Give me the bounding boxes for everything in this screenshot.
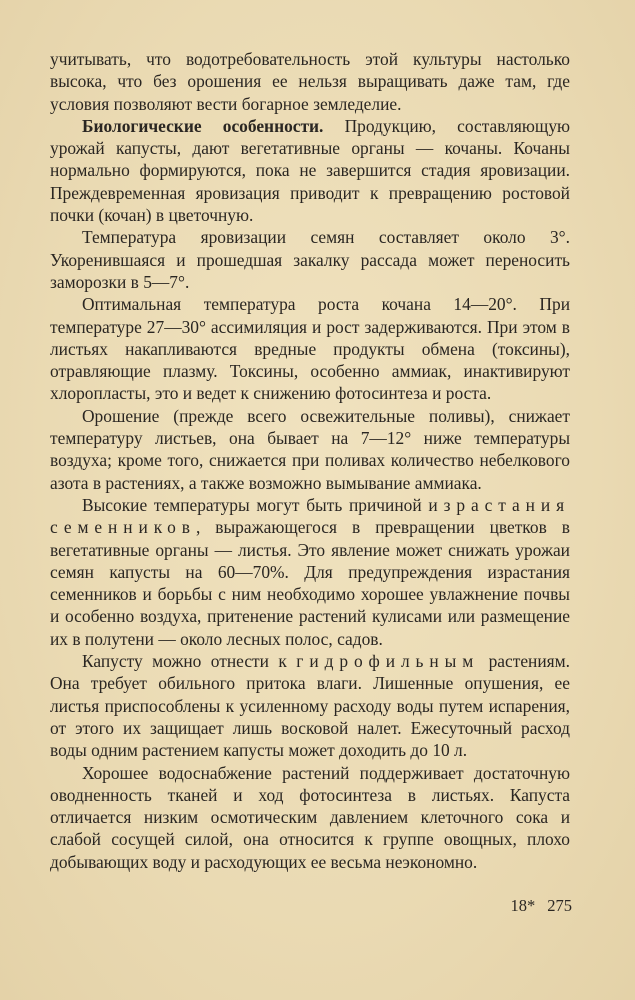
paragraph-high-temperatures <box>50 494 570 650</box>
paragraph-text: , выражающегося в превращении цветков в вегетативные органы — листья. Это явление может снижать урожаи семян капусты на 60—70%. Для предупреждения израстания семенников и борьбы с ним необходимо хорошее увлажнение почвы и особенно воздуха, притенение растений кулисами или размещение их в полутени — около лесных полос, садов. <box>50 517 570 649</box>
signature-mark: 18* <box>510 896 536 915</box>
paragraph-text: Капусту можно отнести к <box>82 651 297 672</box>
page-body <box>50 48 570 873</box>
paragraph-continued: учитывать, что водотребовательность этой культуры настолько высока, что без орошения ее нельзя выращивать даже там, где условия позволяют вести богарное земледелие. <box>50 49 570 114</box>
paragraph-vernalization-temperature: Температура яровизации семян составляет около 3°. Укоренившаяся и прошедшая закалку рассада может переносить заморозки в 5—7°. <box>50 227 570 292</box>
section-heading: Биологические особенности. <box>82 115 324 136</box>
page-footer <box>511 896 573 916</box>
paragraph-water-supply: Хорошее водоснабжение растений поддерживает достаточную оводненность тканей и ход фотосинтеза в листьях. Капуста отличается низким осмотическим давлением клеточного сока и слабой сосущей силой, она относится к группе овощных, плохо добывающих воду и расходующих ее весьма неэкономно. <box>50 762 570 872</box>
spaced-term: гидрофильным <box>296 651 480 672</box>
paragraph-text: растениям. Она требует обильного притока влаги. Лишенные опушения, ее листья приспособлены к усиленному расходу воды путем испарения, от этого их защищает лишь восковой налет. Ежесуточный расход воды одним растением капусты может доходить до 10 л. <box>50 651 571 761</box>
spaced-term: израстания семенников <box>50 494 570 538</box>
paragraph-text: Высокие температуры могут быть причиной <box>82 494 429 515</box>
page-number: 275 <box>547 896 572 915</box>
paragraph-optimal-temperature: Оптимальная температура роста кочана 14—20°. При температуре 27—30° ассимиляция и рост задерживаются. При этом в листьях накапливаются вредные продукты обмена (токсины), отравляющие плазму. Токсины, особенно аммиак, инактивируют хлоропласты, это и ведет к снижению фотосинтеза и роста. <box>50 294 570 404</box>
paragraph-hydrophilic <box>50 650 570 761</box>
paragraph-irrigation: Орошение (прежде всего освежительные поливы), снижает температуру листьев, она бывает на 7—12° ниже температуры воздуха; кроме того, снижается при поливах количество небелкового азота в растениях, а также возможно вымывание аммиака. <box>50 405 570 493</box>
paragraph-text: Продукцию, составляющую урожай капусты, дают вегетативные органы — кочаны. Кочаны нормально формируются, пока не завершится стадия яровизации. Преждевременная яровизация приводит к превращению ростовой почки (кочан) в цветочную. <box>50 115 571 226</box>
paragraph-biological-features <box>50 115 570 226</box>
